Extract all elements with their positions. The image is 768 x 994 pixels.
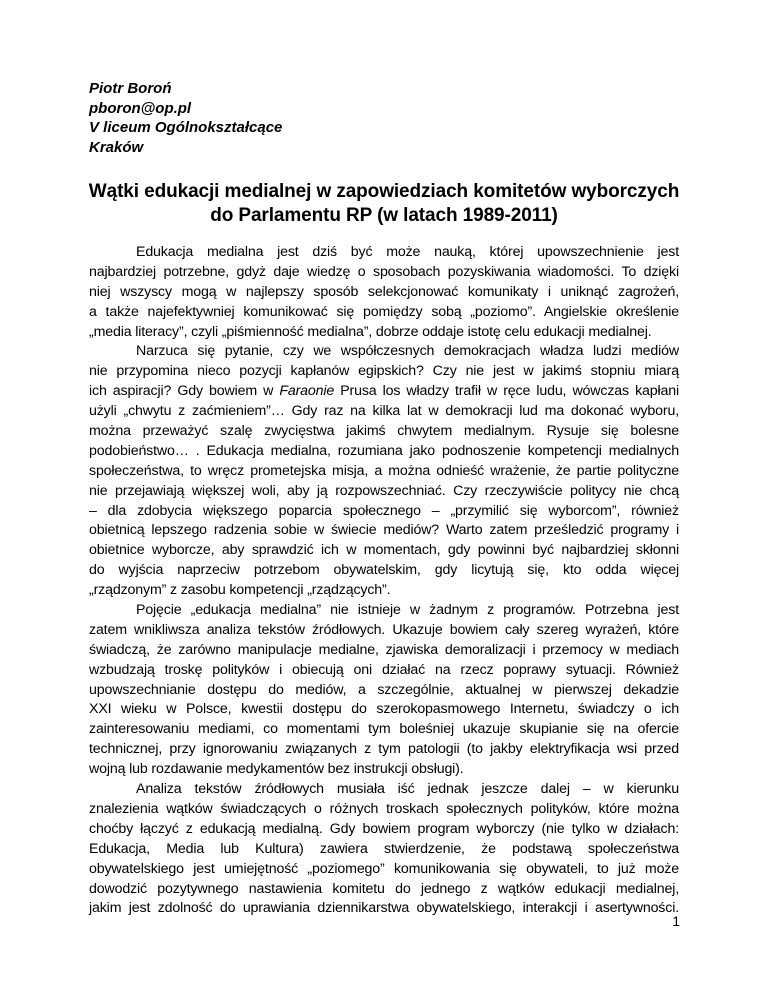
author-block (89, 79, 282, 157)
text-line: „media literacy”, czyli „piśmienność medialna”, dobrze oddaje istotę celu edukacji medialnej. (89, 323, 652, 340)
text-line: Pojęcie „edukacja medialna” nie istnieje w żadnym z programów. Potrzebna jest (136, 602, 679, 619)
text-line: choćby łączyć z edukacją medialną. Gdy bowiem program wyborczy (nie tylko w działach: (89, 820, 679, 837)
author-school: V liceum Ogólnokształcące (89, 119, 283, 136)
text-segment: ich aspiracji? Gdy bowiem w (89, 383, 280, 400)
text-line: obietnicą lepszego radzenia sobie w świecie mediów? Warto zatem prześledzić programy i (89, 522, 679, 539)
text-line: obywatelskiego jest umiejętność „poziomego” komunikowania się obywateli, to już może (89, 860, 679, 877)
text-line: znalezienia wątków świadczących o różnych troskach społecznych polityków, które można (89, 800, 679, 817)
page-number: 1 (672, 913, 680, 929)
document-body (89, 243, 679, 919)
text-line: XXI wieku w Polsce, kwestii dostępu do szerokopasmowego Internetu, świadczy o ich (89, 701, 679, 718)
document-title (60, 180, 708, 228)
paragraph (89, 780, 679, 919)
author-name: Piotr Boroń (89, 80, 172, 97)
text-line: – dla zdobycia większego poparcia społecznego – „przymilić się wyborcom”, również (89, 502, 679, 519)
text-line: jakim jest zdolność do uprawiania dziennikarstwa obywatelskiego, interakcji i asertywności. (89, 900, 679, 917)
text-line: Edukacja medialna jest dziś być może nauką, której upowszechnienie jest (136, 244, 679, 260)
paragraph (89, 342, 679, 601)
text-line: a także najefektywniej komunikować się pomiędzy sobą „poziomo”. Angielskie określenie (89, 303, 679, 320)
text-line: upowszechnianie dostępu do mediów, a szczególnie, aktualnej w pierwszej dekadzie (89, 681, 679, 698)
text-line: Edukacja, Media lub Kultura) zawiera stwierdzenie, że podstawą społeczeństwa (89, 840, 679, 857)
title-line: do Parlamentu RP (w latach 1989-2011) (210, 205, 558, 226)
author-email: pboron@op.pl (89, 99, 192, 117)
text-line: wzbudzają troskę polityków i obiecują oni działać na rzecz poprawy sytuacji. Również (89, 661, 679, 678)
text-line: wojną lub rozdawanie medykamentów bez instrukcji obsługi). (89, 761, 464, 778)
text-line: można przeważyć szalę zwycięstwa jakimś chwytem medialnym. Rysuje się bolesne (89, 423, 679, 440)
text-line: technicznej, przy ignorowaniu związanych z tym patologii (to jakby elektryfikacja wsi przed (89, 741, 679, 758)
paragraph (89, 243, 679, 342)
book-title: Faraonie (279, 383, 335, 400)
text-line: do wyjścia naprzeciw potrzebom obywatelskim, gdy licytują się, kto odda więcej (89, 562, 679, 579)
text-line: niej wszyscy mogą w najlepszy sposób selekcjonować komunikaty i uniknąć zagrożeń, (89, 283, 679, 300)
text-line-mixed (89, 382, 679, 402)
text-line: obietnice wyborcze, aby sprawdzić ich w momentach, gdy powinni być najbardziej skłonni (89, 542, 679, 559)
text-line: Analiza tekstów źródłowych musiała iść jednak jeszcze dalej – w kierunku (136, 781, 679, 798)
author-city: Kraków (89, 138, 144, 156)
text-line: użyli „chwytu z zaćmieniem”… Gdy raz na kilka lat w demokracji lud ma dokonać wyboru, (89, 403, 679, 420)
text-line: nie przypomina nieco pozycji kapłanów egipskich? Czy nie jest w jakimś stopniu miarą (89, 363, 679, 380)
title-line: Wątki edukacji medialnej w zapowiedziach komitetów wyborczych (88, 181, 680, 202)
paragraph (89, 601, 679, 780)
text-line: nie przejawiają większej woli, aby ją rozpowszechniać. Czy rzeczywiście politycy nie chcą (89, 482, 679, 499)
text-line: świadczą, że zarówno manipulacje medialne, zjawiska demoralizacji i przemocy w mediach (89, 641, 679, 658)
text-line: zainteresowaniu mediami, co momentami tym boleśniej ukazuje skupianie się na ofercie (89, 721, 679, 738)
text-line: społeczeństwa, to wręcz prometejska misja, a można odnieść wrażenie, że partie polityczne (89, 462, 679, 479)
text-line: podobieństwo… . Edukacja medialna, rozumiana jako podnoszenie kompetencji medialnych (89, 442, 679, 459)
text-line: dowodzić pozytywnego nastawienia komitetu do jednego z wątków edukacji medialnej, (89, 880, 679, 897)
text-line: najbardziej potrzebne, gdyż daje wiedzę o sposobach pozyskiwania wiadomości. To dzięki (89, 263, 679, 280)
text-line: „rządzonym” z zasobu kompetencji „rządzących”. (89, 582, 391, 599)
text-line: Narzuca się pytanie, czy we współczesnych demokracjach władza ludzi mediów (136, 343, 679, 360)
text-segment: Prusa los władzy trafił w ręce ludu, wówczas kapłani (334, 383, 679, 400)
text-line: zatem wnikliwsza analiza tekstów źródłowych. Ukazuje bowiem cały szereg wyrażeń, które (89, 621, 679, 638)
